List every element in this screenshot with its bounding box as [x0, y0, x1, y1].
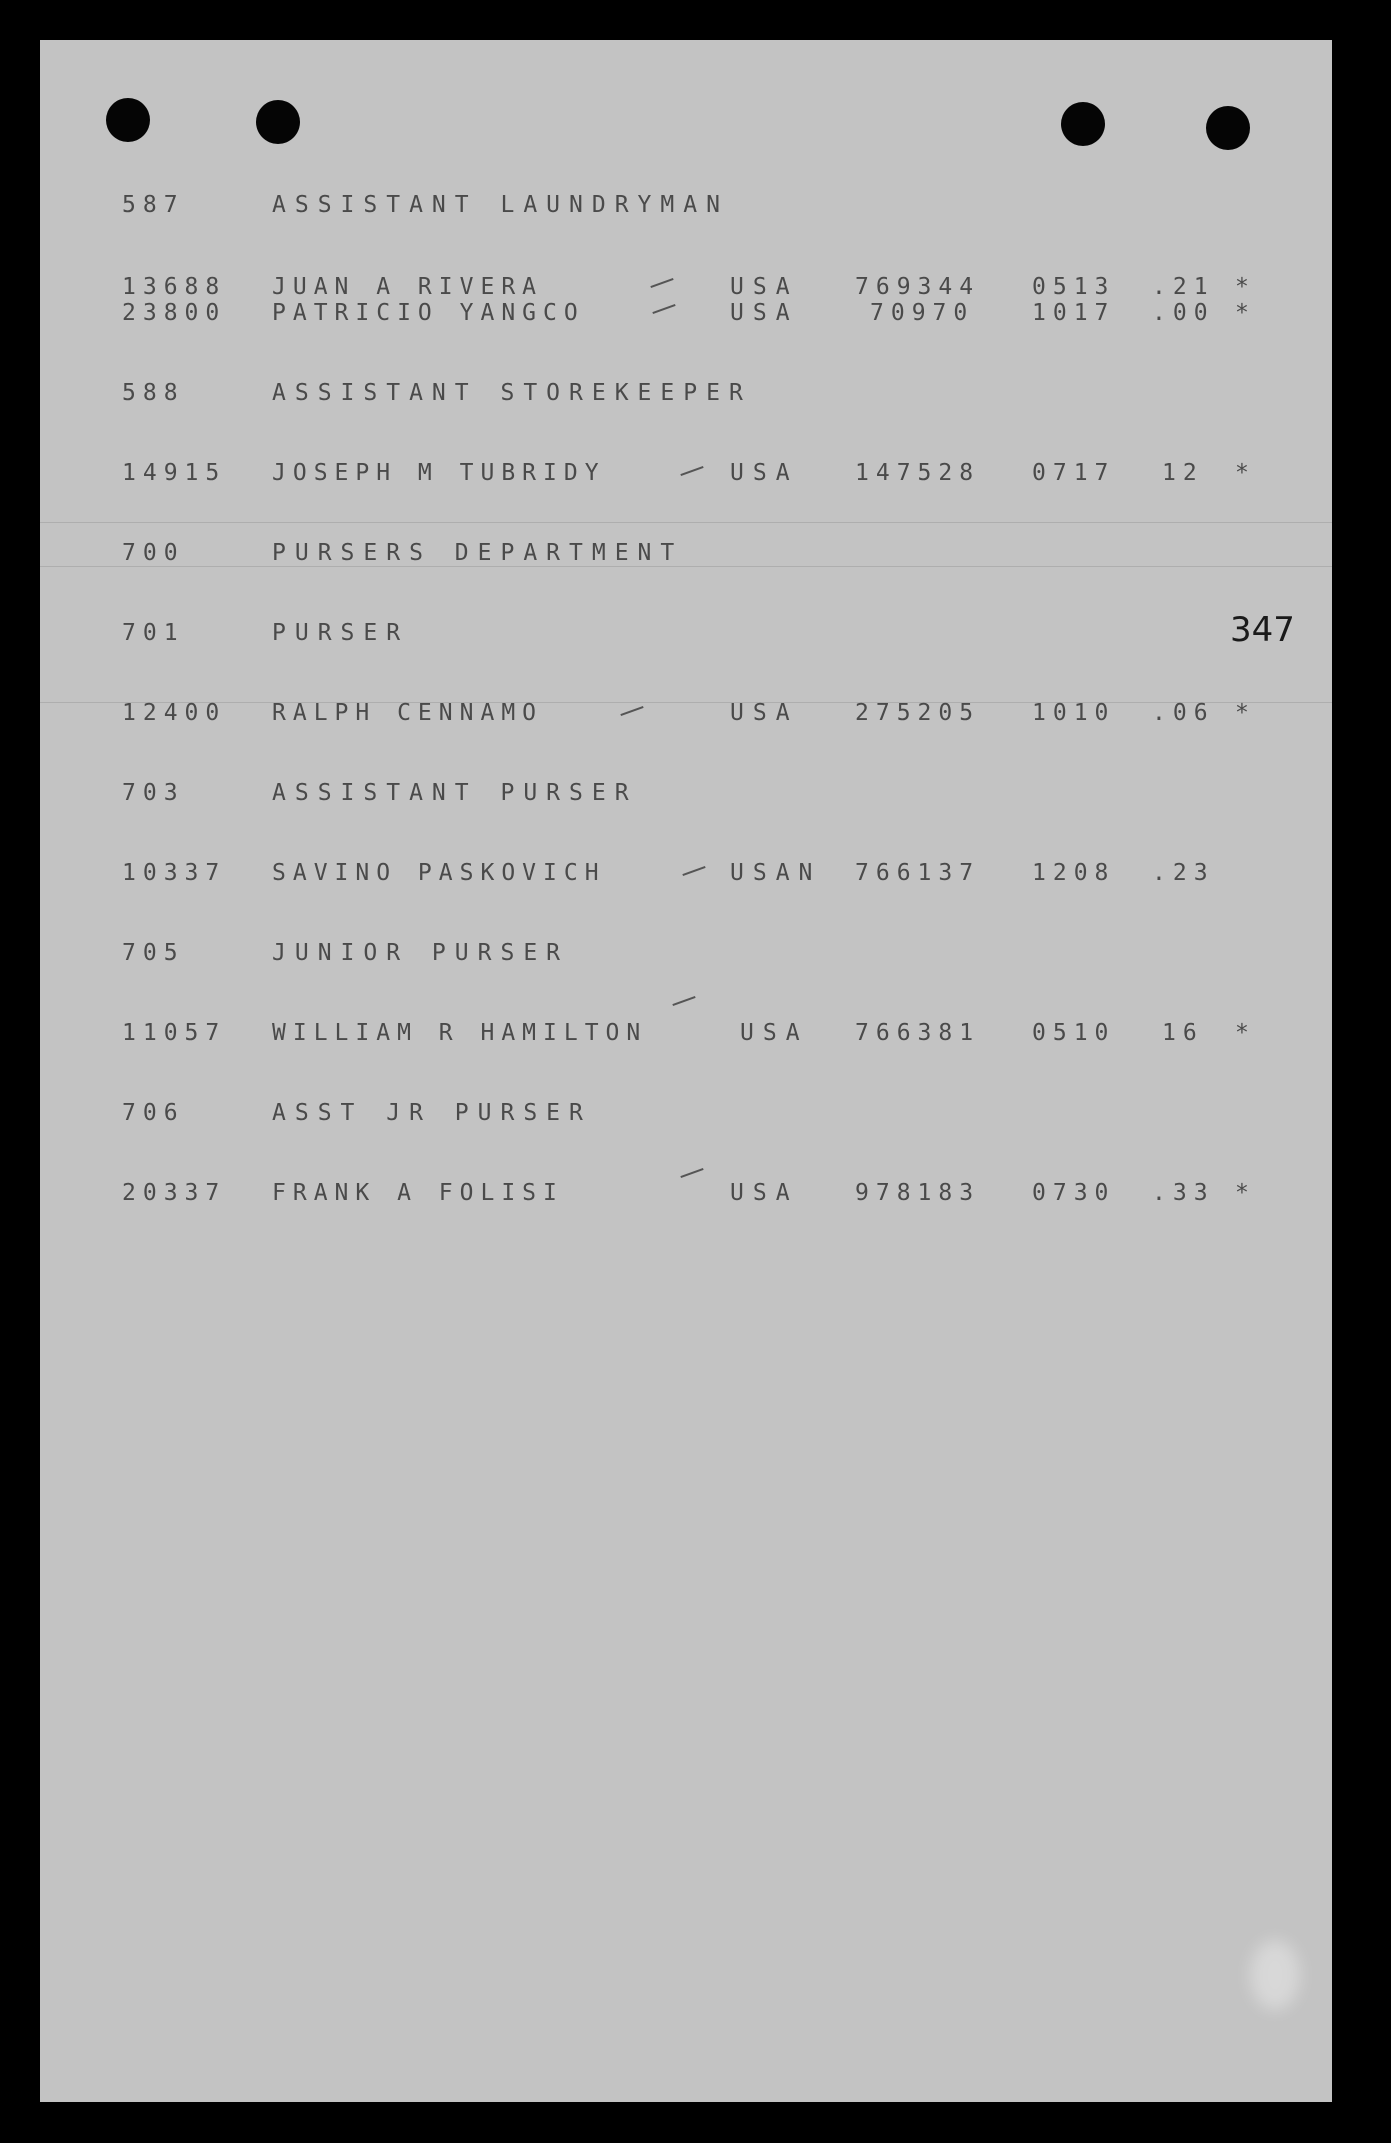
section-title: ASSISTANT STOREKEEPER	[272, 380, 752, 406]
section-header	[40, 620, 1332, 650]
section-header	[40, 940, 1332, 970]
document-number: 70970	[870, 300, 975, 326]
crew-entry	[40, 1020, 1332, 1050]
crew-name: FRANK A FOLISI	[272, 1180, 564, 1206]
nationality: USA	[730, 460, 799, 486]
entry-code: 10337	[122, 860, 227, 886]
document-number: 766381	[855, 1020, 981, 1046]
nationality: USA	[740, 1020, 809, 1046]
entry-code: 14915	[122, 460, 227, 486]
entry-code: 12400	[122, 700, 227, 726]
section-header	[40, 1100, 1332, 1130]
entry-code: 13688	[122, 274, 227, 300]
section-title: PURSERS DEPARTMENT	[272, 540, 684, 566]
crew-entry	[40, 300, 1332, 330]
entry-value: .33	[1152, 1180, 1215, 1206]
handwritten-page-number: 347	[1230, 610, 1295, 650]
entry-date: 1208	[1032, 860, 1116, 886]
section-header	[40, 380, 1332, 410]
entry-code: 23800	[122, 300, 227, 326]
document-number: 978183	[855, 1180, 981, 1206]
asterisk-mark: *	[1235, 460, 1249, 486]
crew-name: WILLIAM R HAMILTON	[272, 1020, 648, 1046]
section-title: ASSISTANT LAUNDRYMAN	[272, 192, 729, 218]
asterisk-mark: *	[1235, 700, 1249, 726]
entry-value: .23	[1152, 860, 1215, 886]
section-code: 587	[122, 192, 185, 218]
nationality: USA	[730, 700, 799, 726]
entry-value: .00	[1152, 300, 1215, 326]
entry-value: 16	[1162, 1020, 1204, 1046]
crew-name: JOSEPH M TUBRIDY	[272, 460, 606, 486]
crew-name: RALPH CENNAMO	[272, 700, 544, 726]
asterisk-mark: *	[1235, 1020, 1249, 1046]
document-number: 769344	[855, 274, 981, 300]
asterisk-mark: *	[1235, 1180, 1249, 1206]
nationality: USA	[730, 300, 799, 326]
section-header	[40, 192, 1332, 222]
nationality: USA	[730, 274, 799, 300]
section-title: ASSISTANT PURSER	[272, 780, 638, 806]
asterisk-mark: *	[1235, 300, 1249, 326]
document-number: 766137	[855, 860, 981, 886]
section-title: ASST JR PURSER	[272, 1100, 592, 1126]
asterisk-mark: *	[1235, 274, 1249, 300]
section-code: 703	[122, 780, 185, 806]
section-title: PURSER	[272, 620, 410, 646]
entry-date: 0730	[1032, 1180, 1116, 1206]
roster-table	[40, 40, 1332, 2102]
nationality: USAN	[730, 860, 822, 886]
section-code: 706	[122, 1100, 185, 1126]
crew-entry	[40, 860, 1332, 890]
entry-date: 1010	[1032, 700, 1116, 726]
section-code: 700	[122, 540, 185, 566]
section-header	[40, 780, 1332, 810]
entry-code: 11057	[122, 1020, 227, 1046]
entry-value: .21	[1152, 274, 1215, 300]
entry-value: 12	[1162, 460, 1204, 486]
crew-name: SAVINO PASKOVICH	[272, 860, 606, 886]
crew-name: PATRICIO YANGCO	[272, 300, 585, 326]
section-title: JUNIOR PURSER	[272, 940, 570, 966]
section-code: 705	[122, 940, 185, 966]
entry-code: 20337	[122, 1180, 227, 1206]
crew-entry	[40, 1180, 1332, 1210]
nationality: USA	[730, 1180, 799, 1206]
entry-value: .06	[1152, 700, 1215, 726]
entry-date: 1017	[1032, 300, 1116, 326]
entry-date: 0717	[1032, 460, 1116, 486]
section-code: 588	[122, 380, 185, 406]
document-page	[40, 40, 1332, 2102]
document-number: 147528	[855, 460, 981, 486]
entry-date: 0513	[1032, 274, 1116, 300]
entry-date: 0510	[1032, 1020, 1116, 1046]
crew-name: JUAN A RIVERA	[272, 274, 544, 300]
section-code: 701	[122, 620, 185, 646]
document-number: 275205	[855, 700, 981, 726]
crew-entry	[40, 460, 1332, 490]
crew-entry	[40, 700, 1332, 730]
scan-glare	[1250, 1940, 1300, 2010]
section-header	[40, 540, 1332, 570]
